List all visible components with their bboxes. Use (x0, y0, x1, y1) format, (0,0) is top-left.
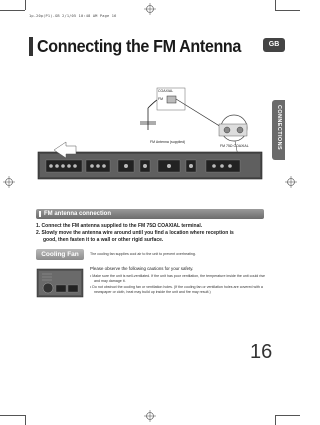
page-number: 16 (250, 341, 273, 363)
safety-bullet-2-continued: newspaper or cloth, heat may build up inside the unit and fire may result.) (94, 290, 211, 294)
connection-diagram (36, 80, 268, 186)
cooling-fan-label: Cooling Fan (36, 249, 84, 260)
crop-mark-br-v (275, 415, 276, 425)
registration-mark-left (3, 176, 15, 188)
registration-mark-bottom (144, 410, 156, 422)
cooling-fan-description: The cooling fan supplies cool air to the unit to prevent overheating. (90, 252, 196, 256)
safety-bullet-1-continued: and may damage it. (94, 279, 126, 283)
side-tab-label: CONNECTIONS (276, 105, 282, 151)
crop-mark-tr-h (275, 10, 300, 11)
page-title: Connecting the FM Antenna (37, 36, 241, 56)
crop-mark-bl-v (25, 415, 26, 425)
crop-mark-tl-h (0, 10, 25, 11)
antenna-diagram-illustration (36, 80, 268, 186)
antenna-caption: FM Antenna (supplied) (150, 140, 186, 144)
crop-mark-tr-v (275, 0, 276, 10)
crop-mark-tl-v (25, 0, 26, 10)
registration-mark-right (285, 176, 297, 188)
safety-bullet-2: • Do not obstruct the cooling fan or ventilation holes. (If the cooling fan or ventilation holes are covered with a (90, 285, 263, 289)
crop-mark-br-h (275, 415, 300, 416)
side-tab (272, 100, 285, 160)
language-badge: GB (263, 38, 285, 52)
coaxial-label: COAXIAL (158, 89, 174, 93)
section-header: FM antenna connection (36, 209, 264, 219)
step-2-continued: good, then fasten it to a wall or other rigid surface. (43, 237, 164, 243)
safety-bullet-1: • Make sure the unit is well-ventilated. If the unit has poor ventilation, the temperature inside the unit could rise (90, 274, 266, 278)
step-1: 1. Connect the FM antenna supplied to the FM 75Ω COAXIAL terminal. (36, 223, 203, 229)
fan-icon (36, 268, 84, 298)
fan-illustration (36, 268, 84, 298)
jack-label: FM 75Ω COAXIAL (220, 144, 249, 148)
title-accent-bar (29, 37, 33, 56)
safety-intro: Please observe the following cautions for your safety. (90, 266, 194, 271)
crop-mark-bl-h (0, 415, 25, 416)
registration-mark-top (144, 3, 156, 15)
fm-label: FM (158, 97, 164, 101)
step-2: 2. Slowly move the antenna wire around until you find a location where reception is (36, 230, 234, 236)
print-header: 1p-20p(P1)-GB 2/1/05 10:48 AM Page 16 (29, 14, 117, 18)
